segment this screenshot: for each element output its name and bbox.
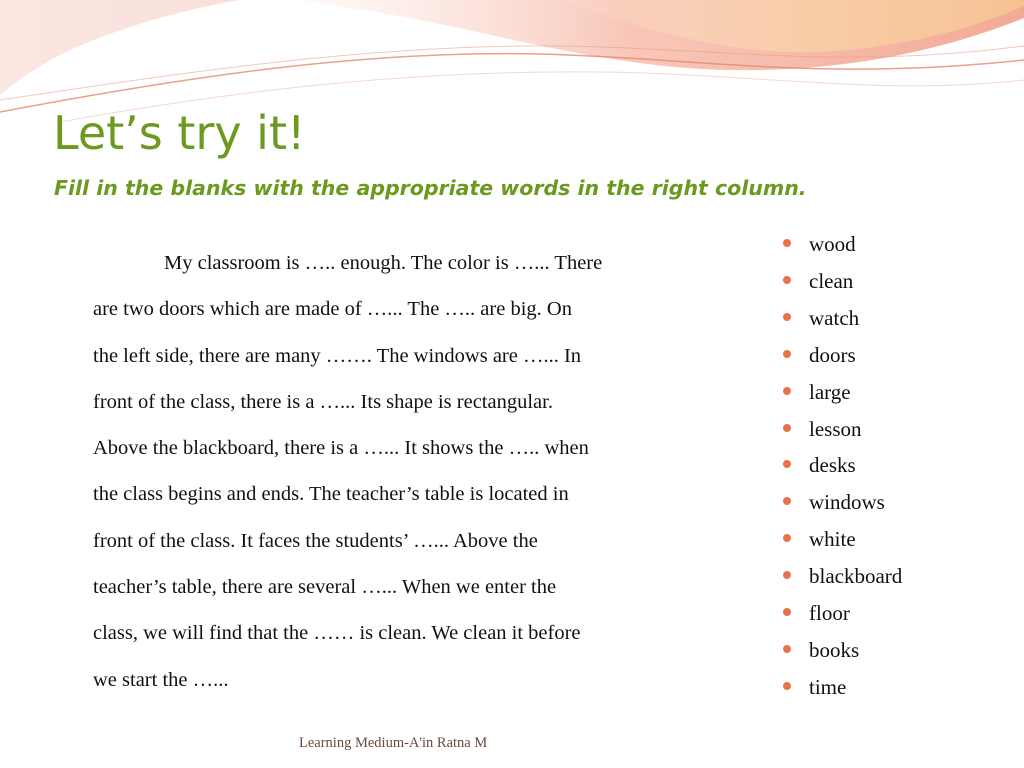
bullet-icon bbox=[783, 460, 791, 468]
word-bank-item bbox=[781, 263, 902, 300]
word-bank-item bbox=[781, 374, 902, 411]
word-bank-item bbox=[781, 337, 902, 374]
bullet-icon bbox=[783, 497, 791, 505]
word-bank-item bbox=[781, 595, 902, 632]
word-bank-label: white bbox=[809, 527, 856, 552]
slide-footer: Learning Medium-A'in Ratna M bbox=[299, 735, 488, 751]
fill-in-passage: My classroom is ….. enough. The color is …... There are two doors which are made of …... The ….. are big. On the left side, there are many ……. The windows are …... In front of the class, there is a …... Its shape is rectangular. Above the blackboard, there is a …... It shows the ….. when the class begins and ends. The teacher’s table is located in front of the class. It faces the students’ …... Above the teacher’s table, there are several …... When we enter the class, we will find that the …… is clean. We clean it before we start the …... bbox=[93, 252, 603, 691]
word-bank-item bbox=[781, 411, 902, 448]
slide-subtitle: Fill in the blanks with the appropriate words in the right column. bbox=[54, 176, 807, 200]
bullet-icon bbox=[783, 313, 791, 321]
word-bank-item bbox=[781, 300, 902, 337]
word-bank-item bbox=[781, 521, 902, 558]
word-bank-label: windows bbox=[809, 490, 885, 515]
bullet-icon bbox=[783, 571, 791, 579]
word-bank-item bbox=[781, 669, 902, 706]
bullet-icon bbox=[783, 682, 791, 690]
word-bank-label: books bbox=[809, 637, 860, 662]
word-bank-label: clean bbox=[809, 268, 854, 293]
word-bank-label: desks bbox=[809, 453, 856, 478]
bullet-icon bbox=[783, 276, 791, 284]
bullet-icon bbox=[783, 645, 791, 653]
word-bank-label: floor bbox=[809, 601, 850, 626]
slide-title: Let’s try it! bbox=[53, 106, 306, 160]
word-bank-label: lesson bbox=[809, 416, 862, 441]
word-bank-label: doors bbox=[809, 342, 856, 367]
wave-band-left bbox=[0, 0, 240, 95]
bullet-icon bbox=[783, 424, 791, 432]
word-bank-item bbox=[781, 558, 902, 595]
word-bank-label: large bbox=[809, 379, 851, 404]
word-bank-label: watch bbox=[809, 305, 860, 330]
bullet-icon bbox=[783, 608, 791, 616]
word-bank-item bbox=[781, 447, 902, 484]
bullet-icon bbox=[783, 534, 791, 542]
word-bank-label: blackboard bbox=[809, 564, 903, 589]
word-bank-item bbox=[781, 484, 902, 521]
word-bank-list bbox=[781, 226, 902, 706]
bullet-icon bbox=[783, 387, 791, 395]
word-bank-item bbox=[781, 632, 902, 669]
word-bank-label: time bbox=[809, 674, 847, 699]
word-bank-item bbox=[781, 226, 902, 263]
word-bank-label: wood bbox=[809, 232, 856, 256]
bullet-icon bbox=[783, 239, 791, 247]
bullet-icon bbox=[783, 350, 791, 358]
